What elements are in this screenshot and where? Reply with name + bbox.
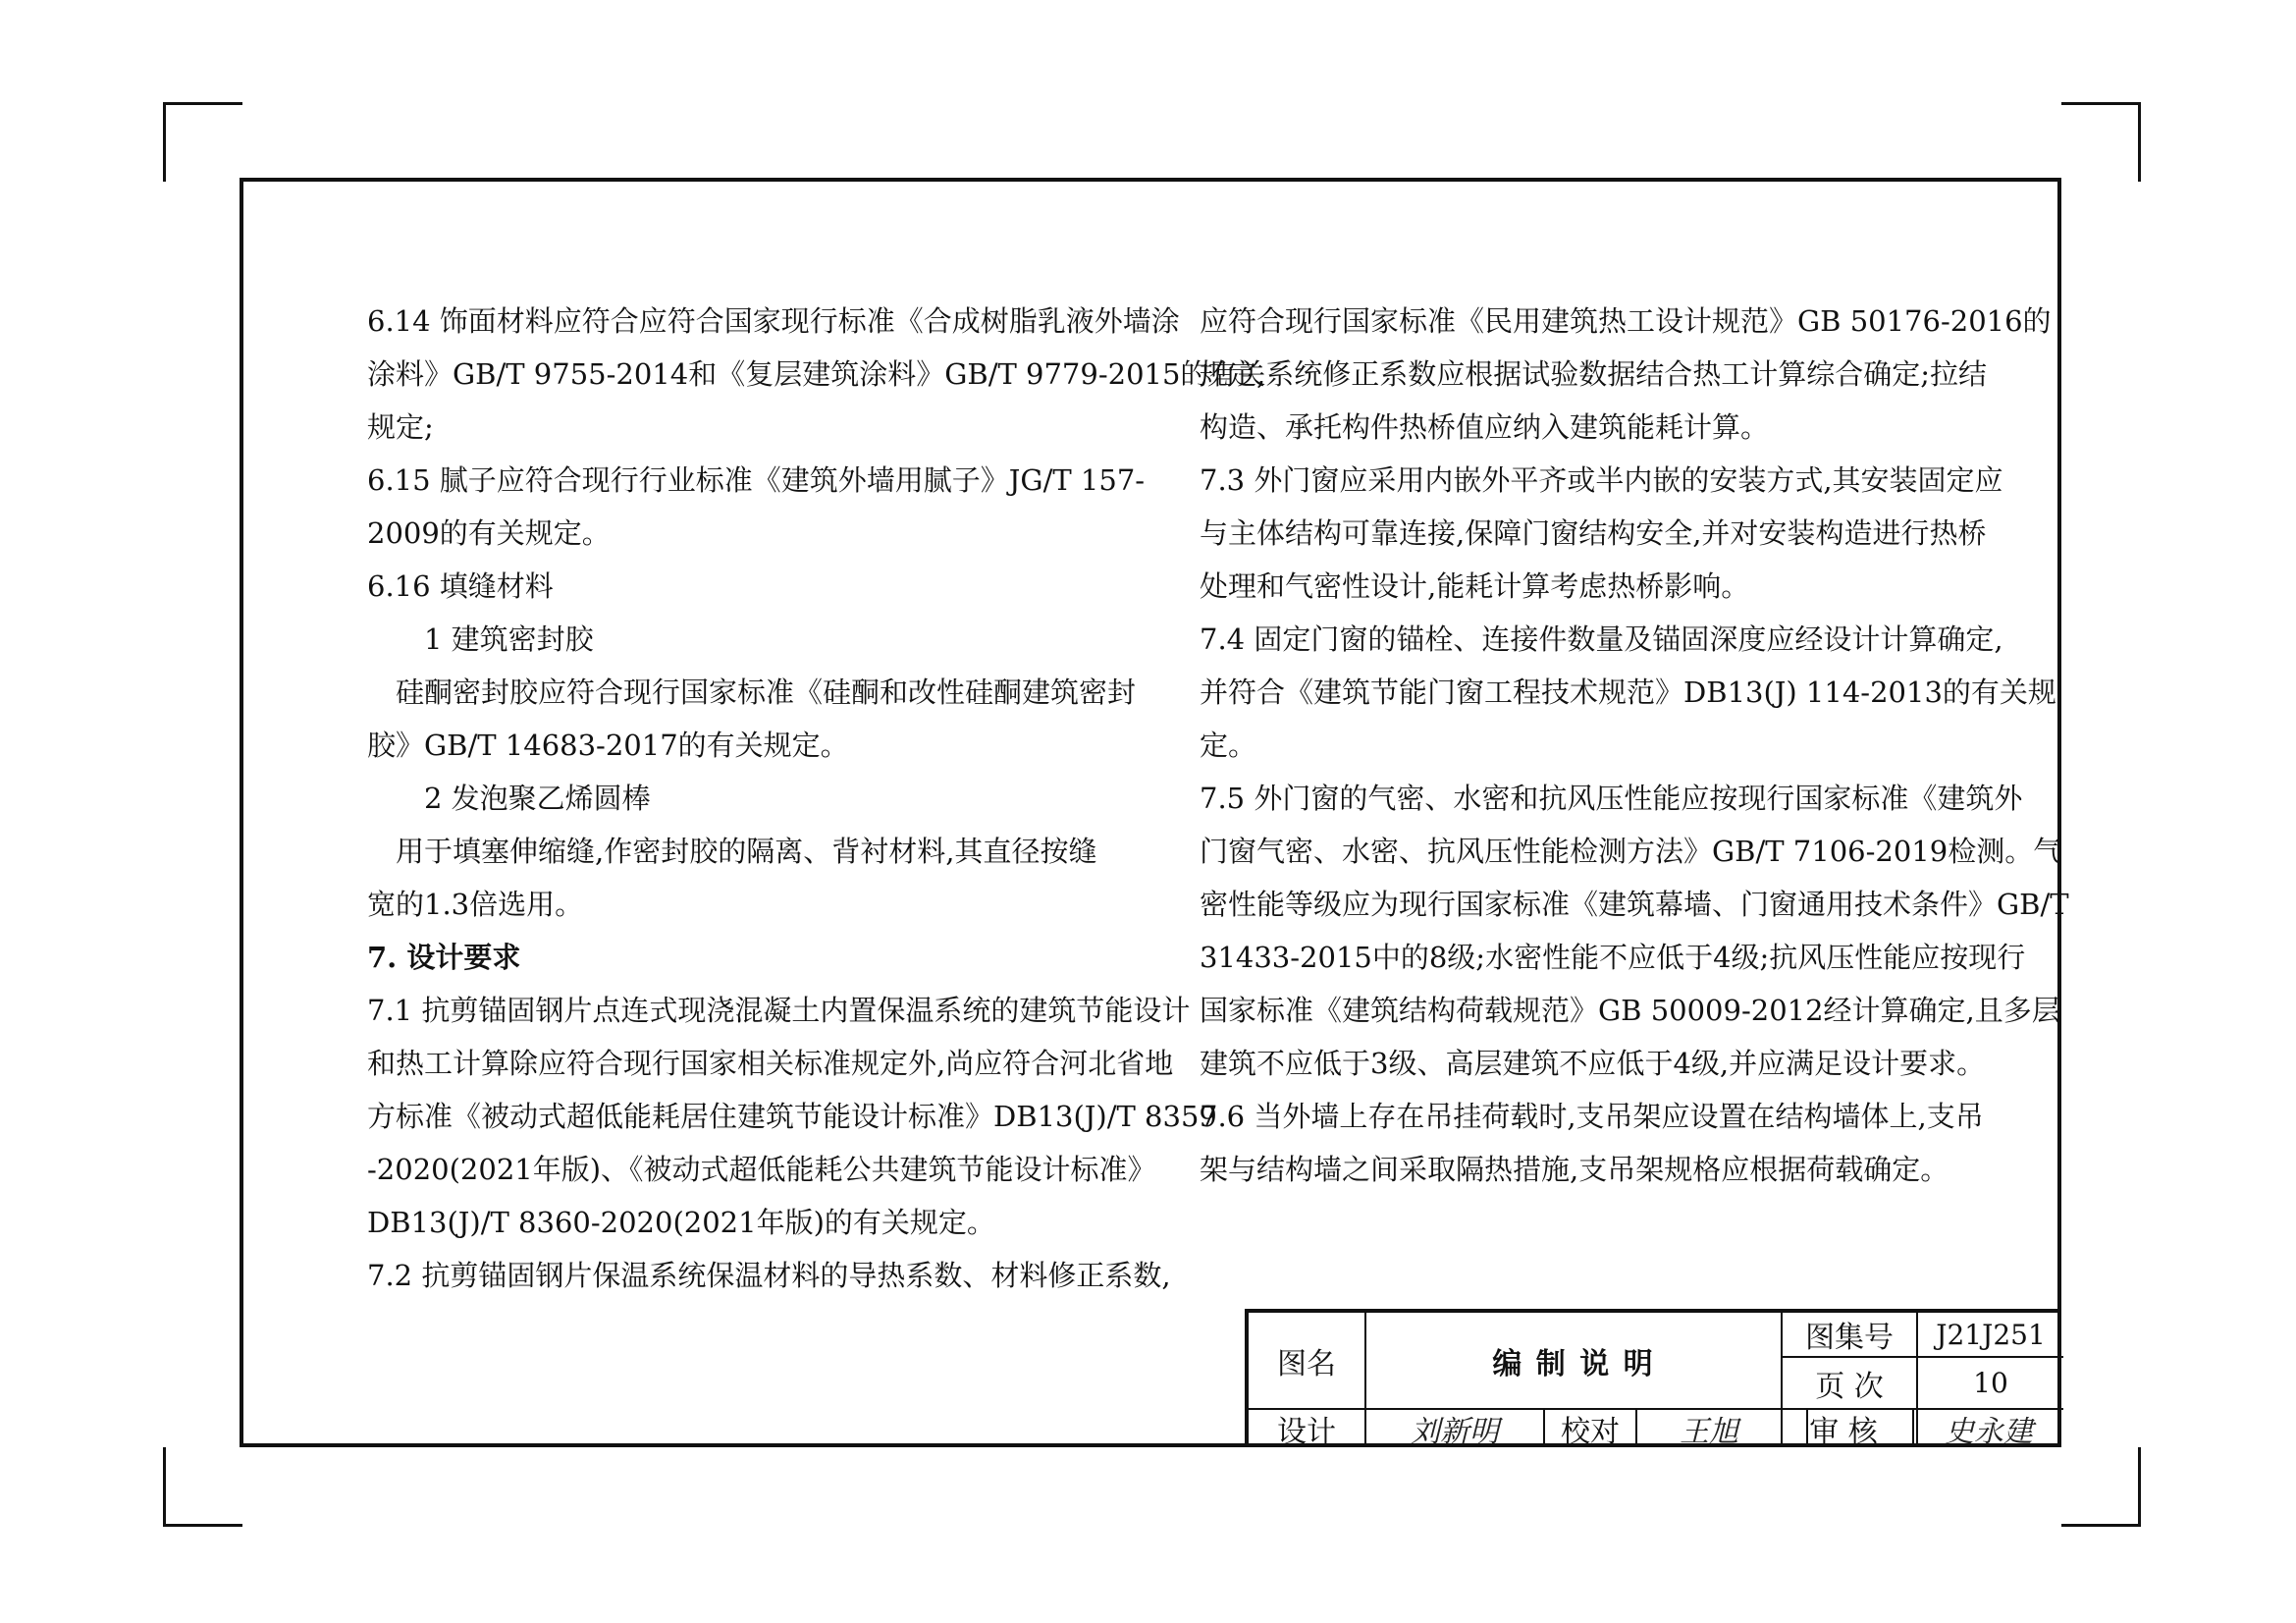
text-line: 2009的有关规定。 [367, 516, 611, 550]
text-line: 7. 设计要求 [367, 941, 521, 974]
text-line: 7.6 当外墙上存在吊挂荷载时,支吊架应设置在结构墙体上,支吊 [1200, 1100, 1984, 1133]
text-line: 规定; [367, 410, 434, 444]
text-line: 7.5 外门窗的气密、水密和抗风压性能应按现行国家标准《建筑外 [1200, 782, 2023, 815]
right-text-column [1200, 295, 2069, 1196]
design-label: 设计 [1277, 1415, 1336, 1449]
text-line: 应符合现行国家标准《民用建筑热工设计规范》GB 50176-2016的 [1200, 304, 2052, 338]
text-line: 密性能等级应为现行国家标准《建筑幕墙、门窗通用技术条件》GB/T [1200, 888, 2069, 921]
text-line: 7.1 抗剪锚固钢片点连式现浇混凝土内置保温系统的建筑节能设计 [367, 994, 1191, 1027]
text-line: 胶》GB/T 14683-2017的有关规定。 [367, 729, 849, 762]
text-line: 1 建筑密封胶 [424, 622, 594, 656]
page-label: 页 次 [1815, 1369, 1884, 1404]
text-line: 涂料》GB/T 9755-2014和《复层建筑涂料》GB/T 9779-2015的有关 [367, 357, 1266, 391]
text-line: 定。 [1200, 729, 1257, 762]
text-line: 7.2 抗剪锚固钢片保温系统保温材料的导热系数、材料修正系数, [367, 1259, 1171, 1292]
text-line: 宽的1.3倍选用。 [367, 888, 584, 921]
text-line: 国家标准《建筑结构荷载规范》GB 50009-2012经计算确定,且多层 [1200, 994, 2060, 1027]
atlas-number-value: J21J251 [1936, 1318, 2046, 1351]
left-text-column [367, 295, 1266, 1302]
text-line: 31433-2015中的8级;水密性能不应低于4级;抗风压性能应按现行 [1200, 941, 2026, 974]
page-number: 10 [1973, 1367, 2008, 1399]
crop-mark-bottom-right [2061, 1447, 2141, 1527]
text-line: 和热工计算除应符合现行国家相关标准规定外,尚应符合河北省地 [367, 1047, 1174, 1080]
crop-mark-top-right [2061, 102, 2141, 182]
text-line: 6.14 饰面材料应符合应符合国家现行标准《合成树脂乳液外墙涂 [367, 304, 1180, 338]
title-block [1245, 1309, 2061, 1447]
text-line: 规定,系统修正系数应根据试验数据结合热工计算综合确定;拉结 [1200, 357, 1987, 391]
text-line: 门窗气密、水密、抗风压性能检测方法》GB/T 7106-2019检测。气 [1200, 835, 2062, 868]
drawing-name-label: 图名 [1277, 1346, 1336, 1381]
text-line: 方标准《被动式超低能耗居住建筑节能设计标准》DB13(J)/T 8359 [367, 1100, 1217, 1133]
check-label: 校对 [1561, 1415, 1620, 1449]
crop-mark-bottom-left [163, 1447, 242, 1527]
text-line: 架与结构墙之间采取隔热措施,支吊架规格应根据荷载确定。 [1200, 1153, 1949, 1186]
text-line: 7.3 外门窗应采用内嵌外平齐或半内嵌的安装方式,其安装固定应 [1200, 463, 2003, 497]
text-line: -2020(2021年版)、《被动式超低能耗公共建筑节能设计标准》 [367, 1153, 1156, 1186]
text-line: 与主体结构可靠连接,保障门窗结构安全,并对安装构造进行热桥 [1200, 516, 1987, 550]
check-signature: 王旭 [1680, 1415, 1738, 1449]
text-line: DB13(J)/T 8360-2020(2021年版)的有关规定。 [367, 1206, 995, 1239]
review-signature: 史永建 [1945, 1415, 2033, 1449]
text-line: 硅酮密封胶应符合现行国家标准《硅酮和改性硅酮建筑密封 [396, 676, 1137, 709]
design-signature: 刘新明 [1411, 1415, 1499, 1449]
text-line: 7.4 固定门窗的锚栓、连接件数量及锚固深度应经设计计算确定, [1200, 622, 2003, 656]
text-line: 6.16 填缝材料 [367, 569, 554, 603]
text-line: 2 发泡聚乙烯圆棒 [424, 782, 651, 815]
atlas-number-label: 图集号 [1805, 1321, 1894, 1355]
review-label: 审 核 [1809, 1415, 1878, 1449]
text-line: 构造、承托构件热桥值应纳入建筑能耗计算。 [1200, 410, 1770, 444]
text-line: 处理和气密性设计,能耗计算考虑热桥影响。 [1200, 569, 1750, 603]
text-line: 用于填塞伸缩缝,作密封胶的隔离、背衬材料,其直径按缝 [396, 835, 1097, 868]
text-line: 并符合《建筑节能门窗工程技术规范》DB13(J) 114-2013的有关规 [1200, 676, 2056, 709]
text-line: 建筑不应低于3级、高层建筑不应低于4级,并应满足设计要求。 [1200, 1047, 1986, 1080]
text-line: 6.15 腻子应符合现行行业标准《建筑外墙用腻子》JG/T 157- [367, 463, 1146, 497]
crop-mark-top-left [163, 102, 242, 182]
drawing-name-value: 编 制 说 明 [1492, 1346, 1655, 1381]
